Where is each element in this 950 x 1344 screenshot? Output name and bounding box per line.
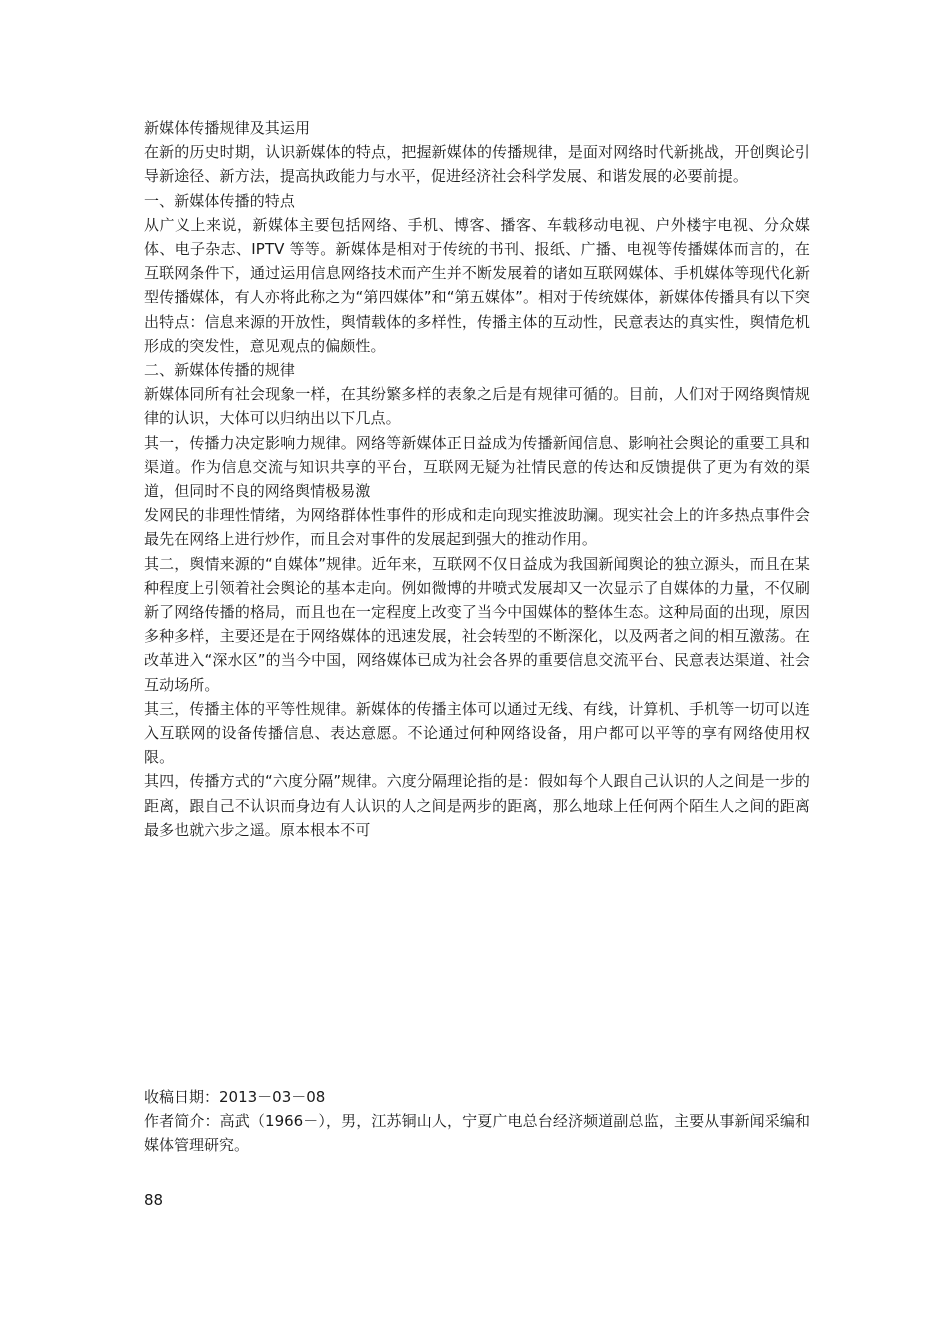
article-body: [144, 116, 810, 842]
section-heading-1: 一、新媒体传播的特点: [144, 191, 296, 210]
article-title: 新媒体传播规律及其运用: [144, 119, 311, 137]
law-2-paragraph: 其二，舆情来源的“自媒体”规律。近年来，互联网不仅日益成为我国新闻舆论的独立源头，而且在某种程度上引领着社会舆论的基本走向。例如微博的井喷式发展却又一次显示了自媒体的力量，不仅刷新了网络传播的格局，而且也在一定程度上改变了当今中国媒体的整体生态。这种局面的出现，原因多种多样，主要还是在于网络媒体的迅速发展，社会转型的不断深化，以及两者之间的相互激荡。在改革进入“深水区”的当今中国，网络媒体已成为社会各界的重要信息交流平台、民意表达渠道、社会互动场所。: [144, 554, 810, 694]
law-1-paragraph-part-2: 发网民的非理性情绪，为网络群体性事件的形成和走向现实推波助澜。现实社会上的许多热点事件会最先在网络上进行炒作，而且会对事件的发展起到强大的推动作用。: [144, 506, 810, 549]
section-heading-2: 二、新媒体传播的规律: [144, 361, 296, 380]
author-bio: 作者简介：高武（1966－），男，江苏铜山人，宁夏广电总台经济频道副总监，主要从事新闻采编和媒体管理研究。: [144, 1112, 810, 1155]
section-1-paragraph: 从广义上来说，新媒体主要包括网络、手机、博客、播客、车载移动电视、户外楼宇电视、分众媒体、电子杂志、IPTV 等等。新媒体是相对于传统的书刊、报纸、广播、电视等传播媒体而言的，在互联网条件下，通过运用信息网络技术而产生并不断发展着的诸如互联网媒体、手机媒体等现代化新型传播媒体，有人亦将此称之为“第四媒体”和“第五媒体”。相对于传统媒体，新媒体传播具有以下突出特点：信息来源的开放性，舆情载体的多样性，传播主体的互动性，民意表达的真实性，舆情危机形成的突发性，意见观点的偏颇性。: [144, 215, 810, 355]
section-2-intro-paragraph: 新媒体同所有社会现象一样，在其纷繁多样的表象之后是有规律可循的。目前，人们对于网络舆情规律的认识，大体可以归纳出以下几点。: [144, 385, 810, 428]
law-4-paragraph: 其四，传播方式的“六度分隔”规律。六度分隔理论指的是：假如每个人跟自己认识的人之间是一步的距离，跟自己不认识而身边有人认识的人之间是两步的距离，那么地球上任何两个陌生人之间的距离最多也就六步之遥。原本根本不可: [144, 772, 810, 839]
intro-paragraph: 在新的历史时期，认识新媒体的特点，把握新媒体的传播规律，是面对网络时代新挑战，开创舆论引导新途径、新方法，提高执政能力与水平，促进经济社会科学发展、和谐发展的必要前提。: [144, 143, 810, 186]
law-1-paragraph-part-1: 其一，传播力决定影响力规律。网络等新媒体正日益成为传播新闻信息、影响社会舆论的重要工具和渠道。作为信息交流与知识共享的平台，互联网无疑为社情民意的传达和反馈提供了更为有效的渠道，但同时不良的网络舆情极易激: [144, 433, 810, 501]
footnote: [144, 1085, 810, 1158]
received-date: 收稿日期：2013－03－08: [144, 1088, 326, 1106]
law-3-paragraph: 其三，传播主体的平等性规律。新媒体的传播主体可以通过无线、有线，计算机、手机等一切可以连入互联网的设备传播信息、表达意愿。不论通过何种网络设备，用户都可以平等的享有网络使用权限。: [144, 699, 810, 767]
page-number: 88: [144, 1191, 164, 1209]
